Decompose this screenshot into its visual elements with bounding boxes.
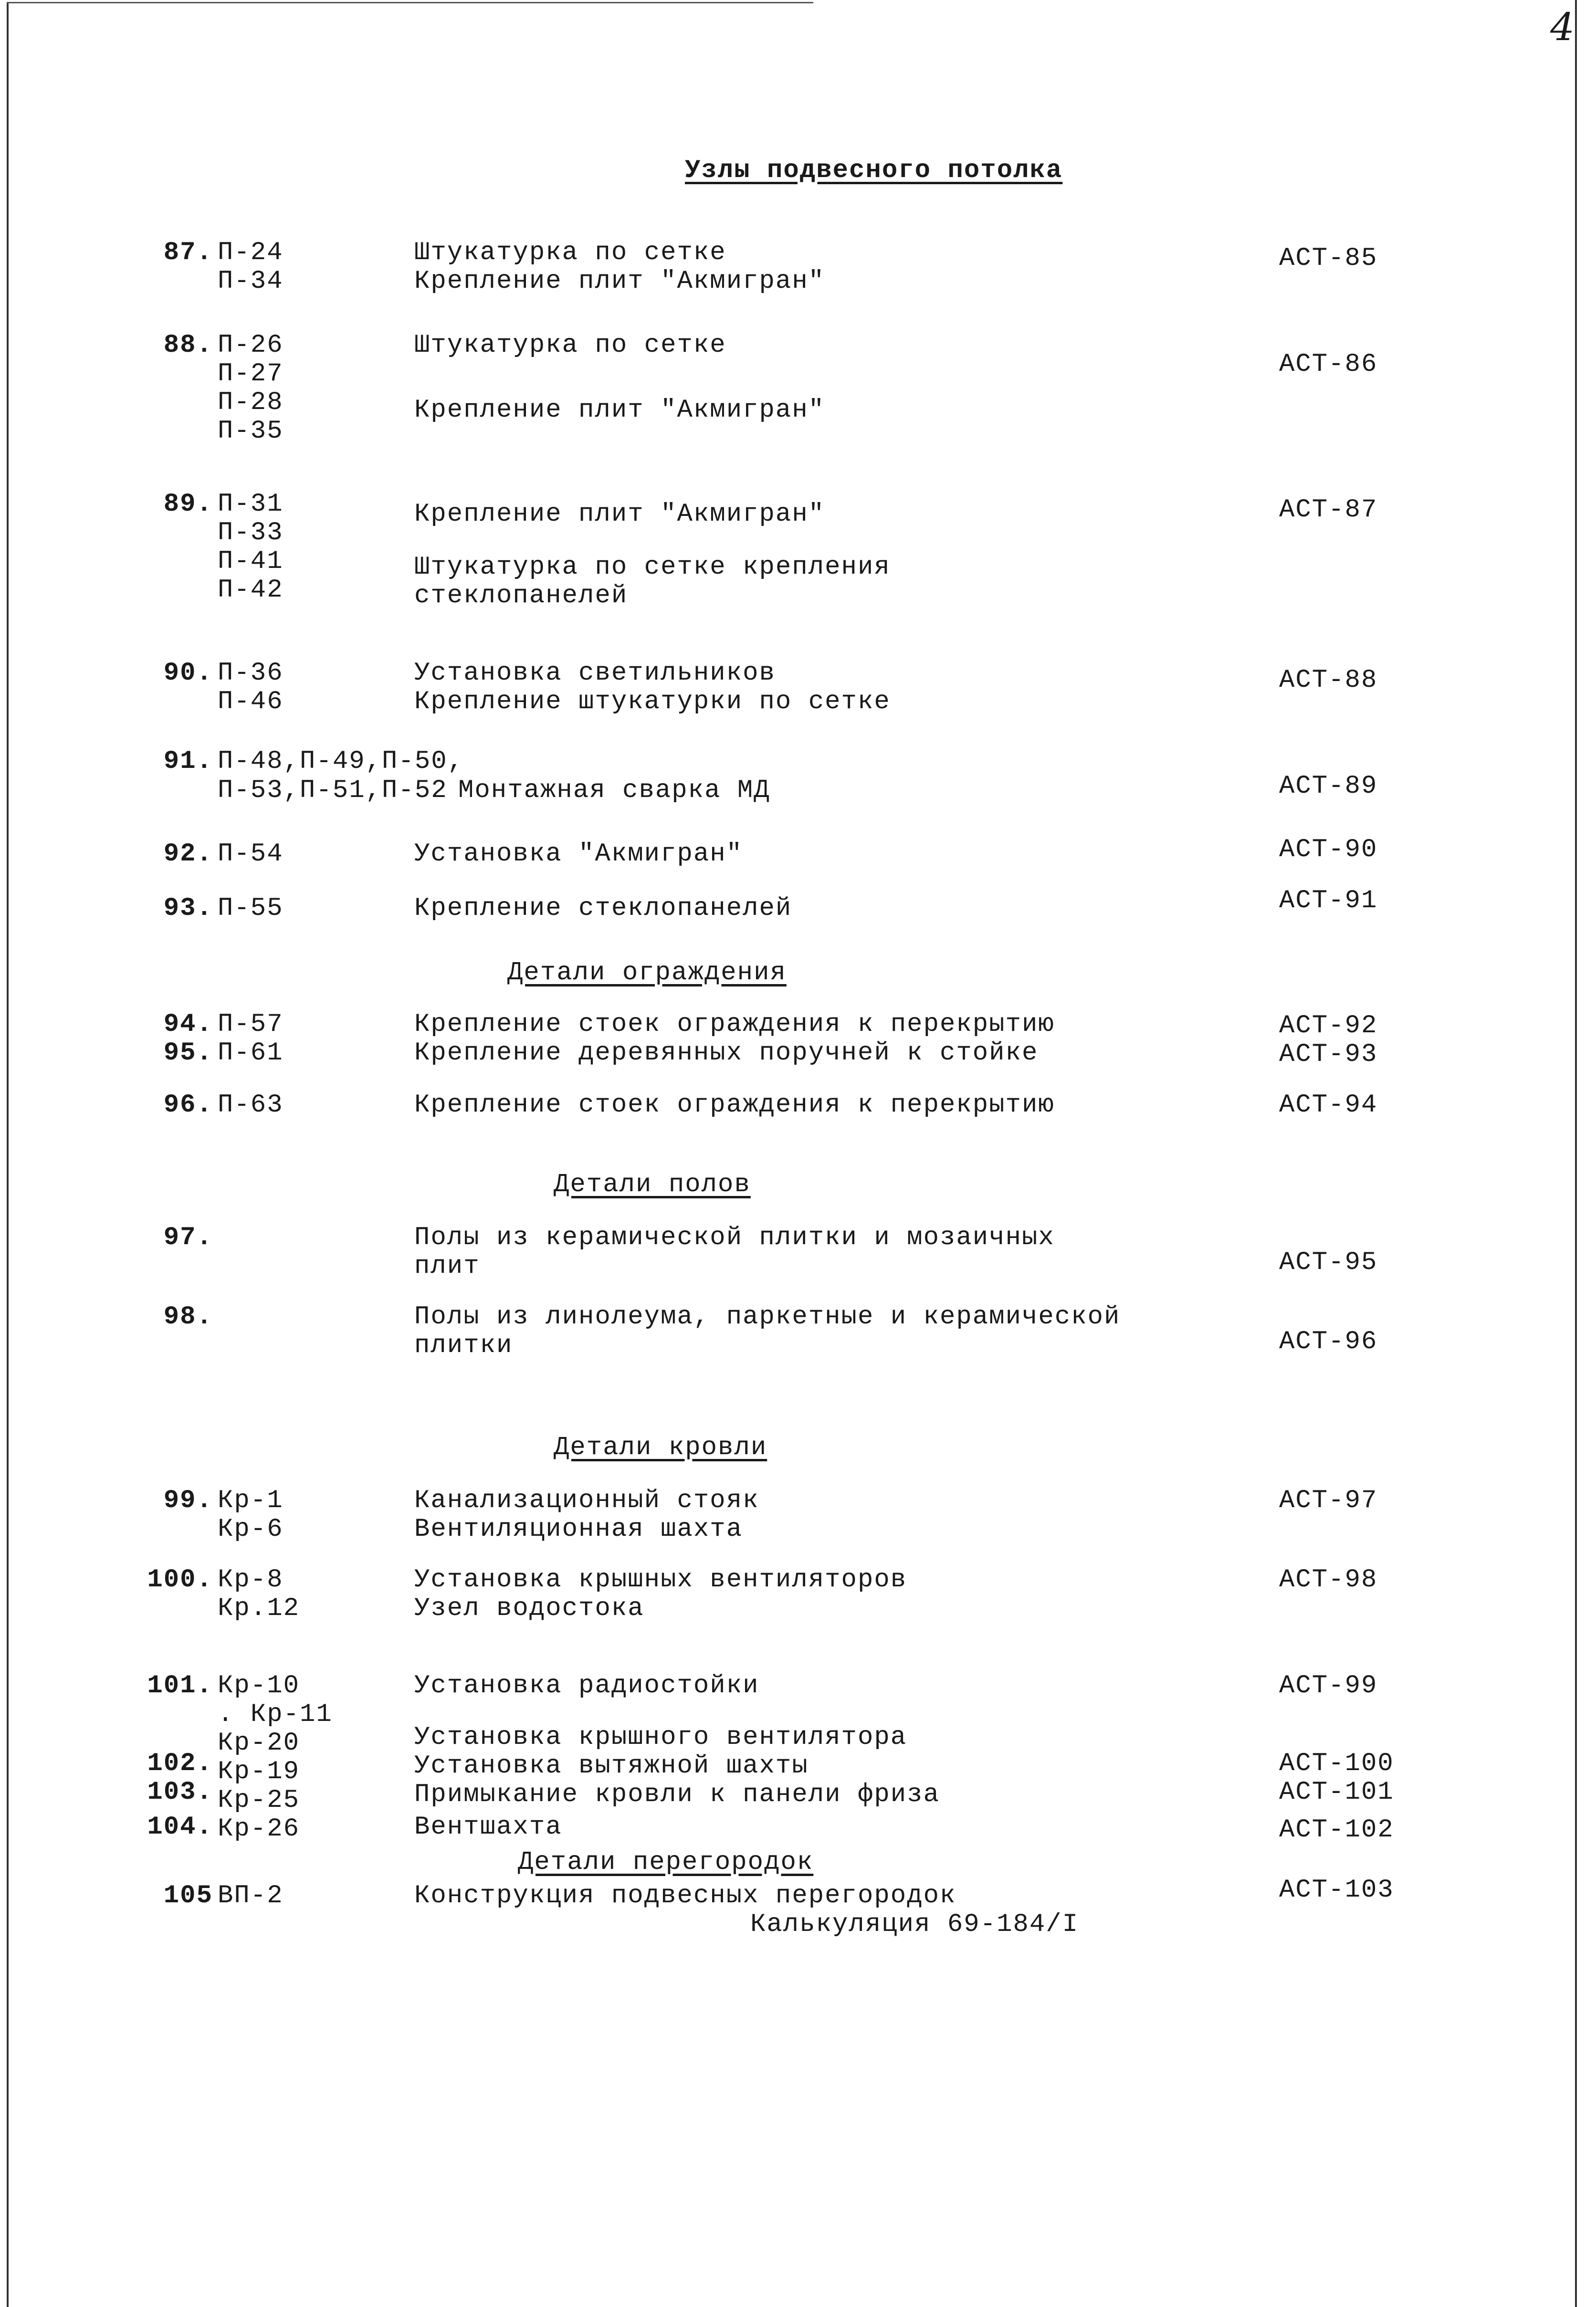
node-code: Кр-25 — [218, 1786, 300, 1815]
item-description: Крепление плит "Акмигран" — [414, 500, 825, 529]
sheet-reference: АСТ-89 — [1279, 772, 1378, 801]
item-description: Штукатурка по сетке — [414, 238, 726, 268]
node-code: П-63 — [218, 1091, 284, 1120]
document-title: Узлы подвесного потолка — [685, 156, 1063, 185]
sheet-reference: АСТ-91 — [1279, 886, 1378, 916]
item-number: 90. — [163, 658, 213, 688]
item-description: Крепление стоек ограждения к перекрытию — [414, 1091, 1055, 1120]
node-code: П-41 — [218, 546, 284, 576]
item-description: Установка вытяжной шахты — [414, 1751, 808, 1781]
sheet-reference: АСТ-85 — [1279, 244, 1378, 273]
sheet-reference: АСТ-96 — [1279, 1327, 1378, 1357]
item-number: 88. — [163, 331, 213, 360]
sheet-reference: АСТ-100 — [1279, 1749, 1394, 1779]
section-heading: Детали перегородок — [518, 1847, 814, 1877]
item-number: 104. — [147, 1812, 213, 1842]
sheet-reference: АСТ-90 — [1279, 835, 1378, 864]
node-code: П-57 — [218, 1010, 284, 1039]
item-description: Крепление деревянных поручней к стойке — [414, 1038, 1039, 1068]
sheet-reference: АСТ-93 — [1279, 1040, 1378, 1070]
node-code: П-46 — [218, 687, 284, 716]
item-description: Установка "Акмигран" — [414, 839, 743, 869]
sheet-reference: АСТ-92 — [1279, 1011, 1378, 1041]
sheet-reference: АСТ-97 — [1279, 1486, 1378, 1515]
node-code: . Кр-11 — [218, 1700, 333, 1730]
node-code: П-27 — [218, 359, 284, 389]
sheet-reference: АСТ-103 — [1279, 1876, 1394, 1905]
item-description: Установка радиостойки — [414, 1671, 759, 1701]
item-description: Установка светильников — [414, 658, 776, 688]
item-number: 91. — [163, 746, 213, 776]
item-description: Полы из линолеума, паркетные и керамической — [414, 1302, 1121, 1332]
sheet-reference: АСТ-102 — [1279, 1815, 1394, 1845]
section-heading: Детали кровли — [554, 1433, 767, 1463]
item-number: 105 — [163, 1881, 213, 1911]
sheet-reference: АСТ-98 — [1279, 1565, 1378, 1595]
node-code: П-28 — [218, 388, 284, 418]
item-number: 87. — [163, 238, 213, 268]
item-description: Крепление стоек ограждения к перекрытию — [414, 1010, 1055, 1039]
page-border-left — [7, 3, 9, 2307]
item-description: Вентшахта — [414, 1812, 562, 1842]
node-code: П-61 — [218, 1038, 284, 1068]
item-number: 101. — [147, 1671, 213, 1701]
node-code: Кр-26 — [218, 1814, 300, 1844]
item-number: 96. — [163, 1091, 213, 1120]
sheet-reference: АСТ-94 — [1279, 1091, 1378, 1120]
node-code: П-24 — [218, 238, 284, 268]
item-description: Конструкция подвесных перегородок — [414, 1881, 956, 1911]
item-description: Канализационный стояк — [414, 1486, 759, 1515]
node-code: Кр-6 — [218, 1514, 284, 1544]
item-number: 93. — [163, 893, 213, 923]
section-heading: Детали ограждения — [507, 958, 787, 988]
item-description: стеклопанелей — [414, 581, 628, 611]
page-border-right — [1575, 0, 1577, 2307]
item-number: 102. — [147, 1749, 213, 1779]
item-number: 100. — [147, 1565, 213, 1595]
sheet-reference: АСТ-88 — [1279, 666, 1378, 695]
node-code: Кр-19 — [218, 1757, 300, 1787]
item-description: плитки — [414, 1331, 513, 1360]
node-code: Кр-10 — [218, 1671, 300, 1701]
node-code: П-35 — [218, 417, 284, 446]
node-code: П-55 — [218, 893, 284, 923]
node-code: П-26 — [218, 331, 284, 360]
item-number: 94. — [163, 1010, 213, 1039]
item-description: Крепление стеклопанелей — [414, 893, 792, 923]
sheet-reference: АСТ-87 — [1279, 495, 1378, 525]
item-number: 89. — [163, 489, 213, 519]
item-description: Крепление плит "Акмигран" — [414, 395, 825, 425]
node-code: П-33 — [218, 518, 284, 547]
item-description: Крепление плит "Акмигран" — [414, 267, 825, 296]
sheet-reference: АСТ-95 — [1279, 1248, 1378, 1277]
page-border-top — [7, 2, 813, 3]
node-code: П-54 — [218, 839, 284, 869]
item-description: Узел водостока — [414, 1594, 644, 1624]
item-description: Вентиляционная шахта — [414, 1514, 743, 1544]
node-code: П-31 — [218, 489, 284, 519]
page-number: 4 — [1550, 5, 1575, 49]
item-description: Крепление штукатурки по сетке — [414, 687, 891, 716]
node-code: П-34 — [218, 267, 284, 296]
item-description: плит — [414, 1251, 480, 1281]
sheet-reference: АСТ-86 — [1279, 350, 1378, 379]
sheet-reference: АСТ-99 — [1279, 1671, 1378, 1701]
item-number: 103. — [147, 1778, 213, 1807]
node-code: П-36 — [218, 658, 284, 688]
node-code: Кр-1 — [218, 1486, 284, 1515]
item-number: 92. — [163, 839, 213, 869]
node-code: ВП-2 — [218, 1881, 284, 1911]
node-code: Кр-8 — [218, 1565, 284, 1595]
item-number: 98. — [163, 1302, 213, 1332]
item-number: 99. — [163, 1486, 213, 1515]
item-description: Штукатурка по сетке — [414, 331, 726, 360]
item-description: Примыкание кровли к панели фриза — [414, 1780, 940, 1809]
section-heading: Детали полов — [554, 1170, 751, 1199]
item-description: Полы из керамической плитки и мозаичных — [414, 1223, 1055, 1252]
node-code: П-53,П-51,П-52 — [218, 776, 448, 806]
item-number: 97. — [163, 1223, 213, 1252]
node-code: П-42 — [218, 575, 284, 605]
item-description: Штукатурка по сетке крепления — [414, 553, 891, 582]
sheet-reference: АСТ-101 — [1279, 1778, 1394, 1807]
node-code: П-48,П-49,П-50, — [218, 746, 464, 776]
node-code: Кр.12 — [218, 1594, 300, 1624]
item-number: 95. — [163, 1038, 213, 1068]
item-description: Установка крышных вентиляторов — [414, 1565, 907, 1595]
item-description: Монтажная сварка МД — [458, 776, 770, 806]
node-code: Кр-20 — [218, 1729, 300, 1758]
footer-calculation: Калькуляция 69-184/I — [750, 1910, 1079, 1940]
item-description: Установка крышного вентилятора — [414, 1722, 907, 1752]
